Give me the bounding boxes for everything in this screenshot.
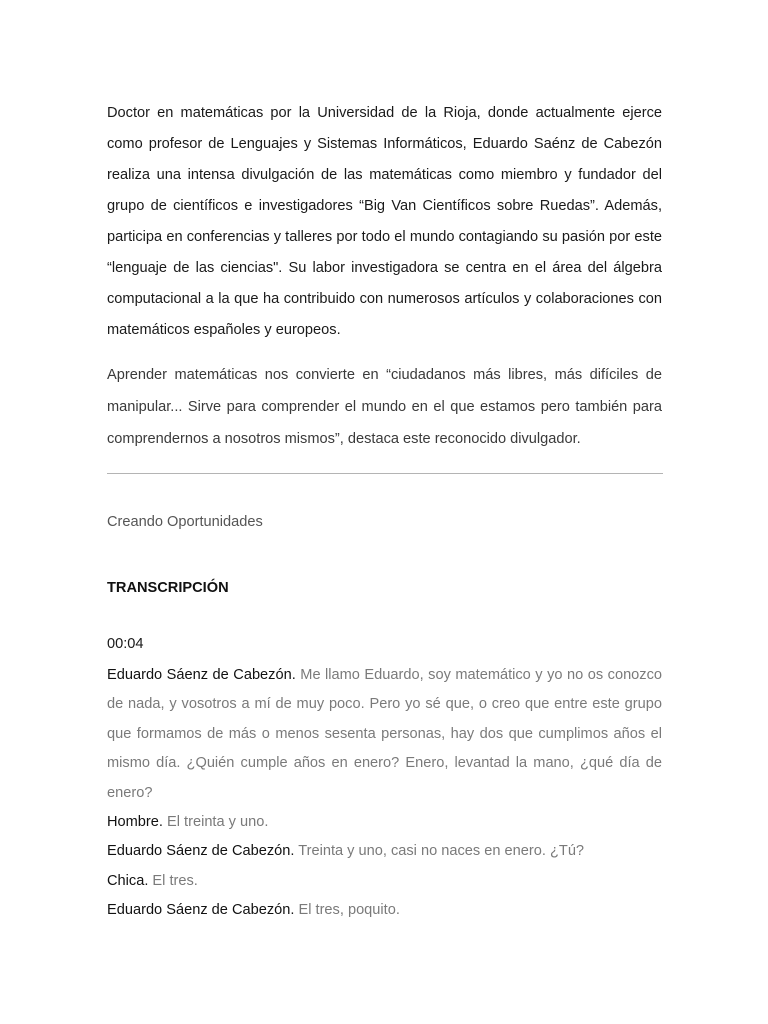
speech-text: El tres. [152,872,198,889]
speaker-name: Eduardo Sáenz de Cabezón [107,902,291,919]
section-subtitle: Creando Oportunidades [107,514,263,530]
speaker-name: Hombre [107,814,159,831]
biography-paragraph: Doctor en matemáticas por la Universidad de la Rioja, donde actualmente ejerce como profesor de Lenguajes y Sistemas Informáticos, Eduardo Saénz de Cabezón realiza una intensa divulgación de las matemáticas como miembro y fundador del grupo de científicos e investigadores “Big Van Científicos sobre Ruedas”. Además, participa en conferencias y talleres por todo el mundo contagiando su pasión por este “lenguaje de las ciencias". Su labor investigadora se centra en el área del álgebra computacional a la que ha contribuido con numerosos artículos y colaboraciones con matemáticos españoles y europeos. [107,105,662,338]
timestamp: 00:04 [107,636,144,652]
section-divider [107,473,663,474]
speaker-name: Eduardo Sáenz de Cabezón [107,843,291,860]
transcript-turn: Chica. El tres. [107,872,198,889]
transcript [107,661,662,926]
transcript-heading: TRANSCRIPCIÓN [107,580,229,596]
speaker-name: Eduardo Sáenz de Cabezón [107,667,292,683]
speech-text: El tres, poquito. [298,902,400,919]
speech-text: El treinta y uno. [167,814,269,831]
transcript-turn: Eduardo Sáenz de Cabezón. Me llamo Eduardo, soy matemático y yo no os conozco de nada, y vosotros a mí de muy poco. Pero yo sé que, o creo que entre este grupo que formamos de más o menos sesenta personas, hay dos que cumplimos años el mismo día. ¿Quién cumple años en enero? Enero, levantad la mano, ¿qué día de enero? [107,667,663,801]
transcript-turn: Eduardo Sáenz de Cabezón. El tres, poquito. [107,902,400,919]
speaker-name: Chica [107,872,145,889]
transcript-turn: Hombre. El treinta y uno. [107,814,269,831]
quote-paragraph: Aprender matemáticas nos convierte en “ciudadanos más libres, más difíciles de manipular... Sirve para comprender el mundo en el que estamos pero también para comprendernos a nosotros mismos”, destaca este reconocido divulgador. [107,367,662,447]
speech-text: Me llamo Eduardo, soy matemático y yo no os conozco de nada, y vosotros a mí de muy poco. Pero yo sé que, o creo que entre este grupo que formamos de más o menos sesenta personas, hay dos que cumplimos años el mismo día. ¿Quién cumple años en enero? Enero, levantad la mano, ¿qué día de enero? [107,667,663,801]
transcript-turn: Eduardo Sáenz de Cabezón. Treinta y uno, casi no naces en enero. ¿Tú? [107,843,585,860]
speech-text: Treinta y uno, casi no naces en enero. ¿Tú? [298,843,585,860]
